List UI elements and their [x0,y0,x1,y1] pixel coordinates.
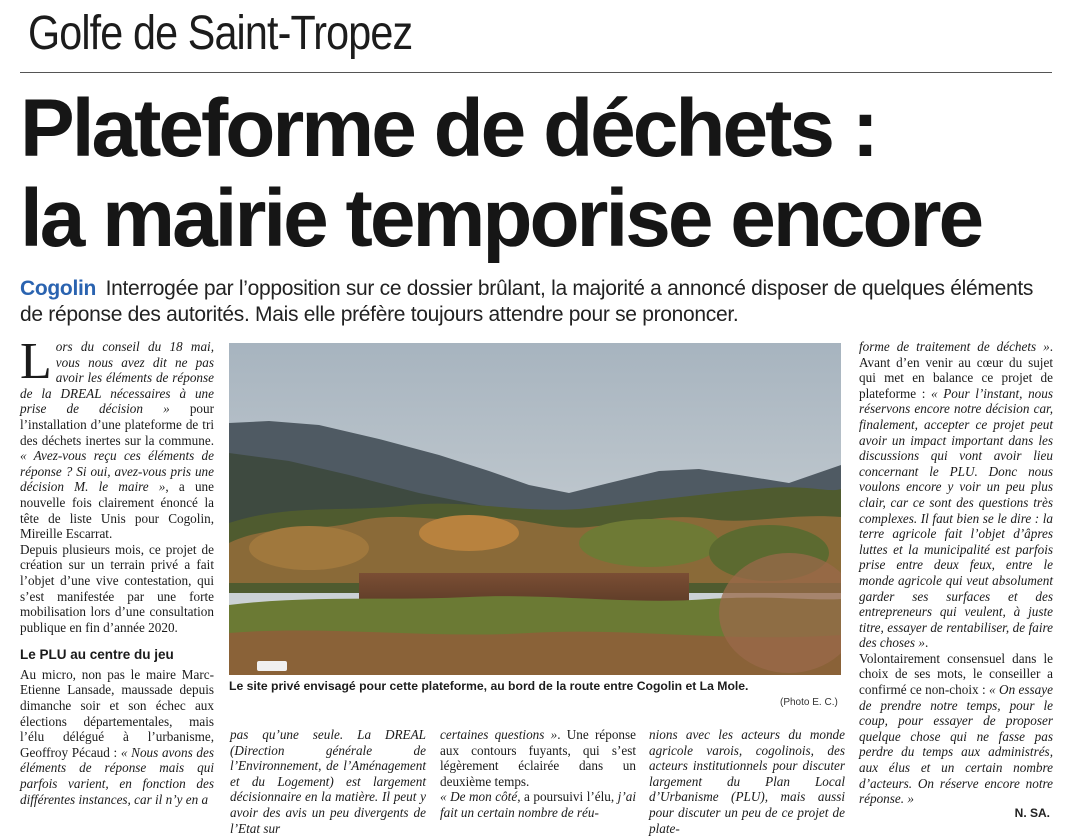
paragraph [440,727,636,789]
headline-line-1: Plateforme de déchets : [20,83,877,174]
section-title: Golfe de Saint-Tropez [28,7,413,60]
quote: « De mon côté [440,789,518,805]
headline [20,84,1060,264]
paragraph-3 [20,667,214,807]
photo-caption: Le site privé envisagé pour cette plateforme, au bord de la route entre Cogolin et La Mole. [229,679,749,693]
text: Volontairement consensuel dans le choix de ses mots, le conseiller a confirmé ce non-choix : [859,650,1053,698]
text: . Avant d’en venir au cœur du sujet qui met en balance ce projet de plateforme : [859,339,1053,401]
quote: « On essaye de prendre notre temps, pour le coup, pour essayer de proposer quelque chose qui ne fasse pas perdre du temps aux administrés, aux élus et un certain nombre d’acteurs. On réserve encore notre réponse. » [859,682,1053,807]
drop-cap: L [20,333,52,390]
article-column-5 [859,339,1053,807]
paragraph [440,789,636,820]
quote: pas qu’une seule. La DREAL (Direction générale de l’Environnement, de l’Aménagement et du Logement) est largement décisionnaire en la matière. Il peut y avoir des avis un peu divergents de l’Etat sur [230,727,426,836]
paragraph-2: Depuis plusieurs mois, ce projet de création sur un terrain privé a fait l’objet d’une vive contestation, qui s’est manifestée par une forte mobilisation lors d’une consultation publique en fin d’année 2020. [20,541,214,635]
text: pour l’installation d’une plateforme de tri des déchets inertes sur la commune. [20,401,214,448]
author-signature: N. SA. [1014,806,1050,820]
headline-line-2: la mairie temporise encore [20,173,982,264]
paragraph-1 [20,333,214,542]
quote: ors du conseil du 18 mai, vous nous avez dit ne pas avoir les éléments de réponse de la DREAL nécessaires à une prise de décision » [20,339,214,417]
article-column-1 [20,333,214,807]
paragraph [859,651,1053,807]
lead-text: Interrogée par l’opposition sur ce dossier brûlant, la majorité a annoncé disposer de quelques éléments de réponse des autorités. Mais elle préfère toujours attendre pour se prononcer. [20,277,1034,326]
lead-paragraph [20,276,1060,328]
section-divider [20,72,1052,73]
quote: forme de traitement de déchets » [859,339,1050,354]
article-column-3 [440,727,636,821]
location-tag: Cogolin [20,277,97,300]
landscape-photo [229,343,841,675]
quote: certaines questions » [440,727,558,742]
text: . [924,635,929,651]
subheading: Le PLU au centre du jeu [20,647,174,663]
paragraph [230,727,426,836]
quote: « Avez-vous reçu ces éléments de réponse ? Si oui, avez-vous pris une décision M. le maire » [20,448,214,495]
quote: « Nous avons des éléments de réponse mais qui parfois varient, en fonction des différentes instances, car il n’y en a [20,744,214,807]
photo-credit: (Photo E. C.) [780,697,838,708]
quote: j’ai fait un certain nombre de réu- [440,789,636,820]
text: , a une nouvelle fois clairement énoncé la tête de liste Unis pour Cogolin, Mireille Escarrat. [20,479,214,542]
paragraph [859,339,1053,651]
paragraph [649,727,845,836]
text: Au micro, non pas le maire Marc-Etienne Lansade, maussade depuis dimanche soir et son échec aux élections départementales, mais l’élu délégué à l’urbanisme, Geoffroy Pécaud : [20,666,214,760]
text: , a poursuivi l’élu, [517,789,618,805]
quote: nions avec les acteurs du monde agricole varois, cogolinois, des acteurs institutionnels pour discuter largement du Plan Local d’Urbanisme (PLU), mais aussi pour discuter un peu de ce projet de plate- [649,727,845,836]
quote: « Pour l’instant, nous réservons encore notre décision car, finalement, accepter ce projet peut avoir un impact important dans les discussions qui vont avoir lieu concernant le PLU. Donc nous voulons encore y voir un peu plus clair, car ce sont des questions très complexes. Il faut bien se le dire : la terre agricole fait l’objet d’âpres luttes et la municipalité est parfois prise entre deux feux, entre le monde agricole qui veut absolument garder ses surfaces et des entrepreneurs qui veulent, à juste titre, essayer de rentabiliser, de faire des choses » [859,385,1054,651]
article-column-2 [230,727,426,836]
text: . Une réponse aux contours fuyants, qui s’est légèrement éclairée dans un deuxième temps. [440,727,636,789]
article-column-4 [649,727,845,836]
